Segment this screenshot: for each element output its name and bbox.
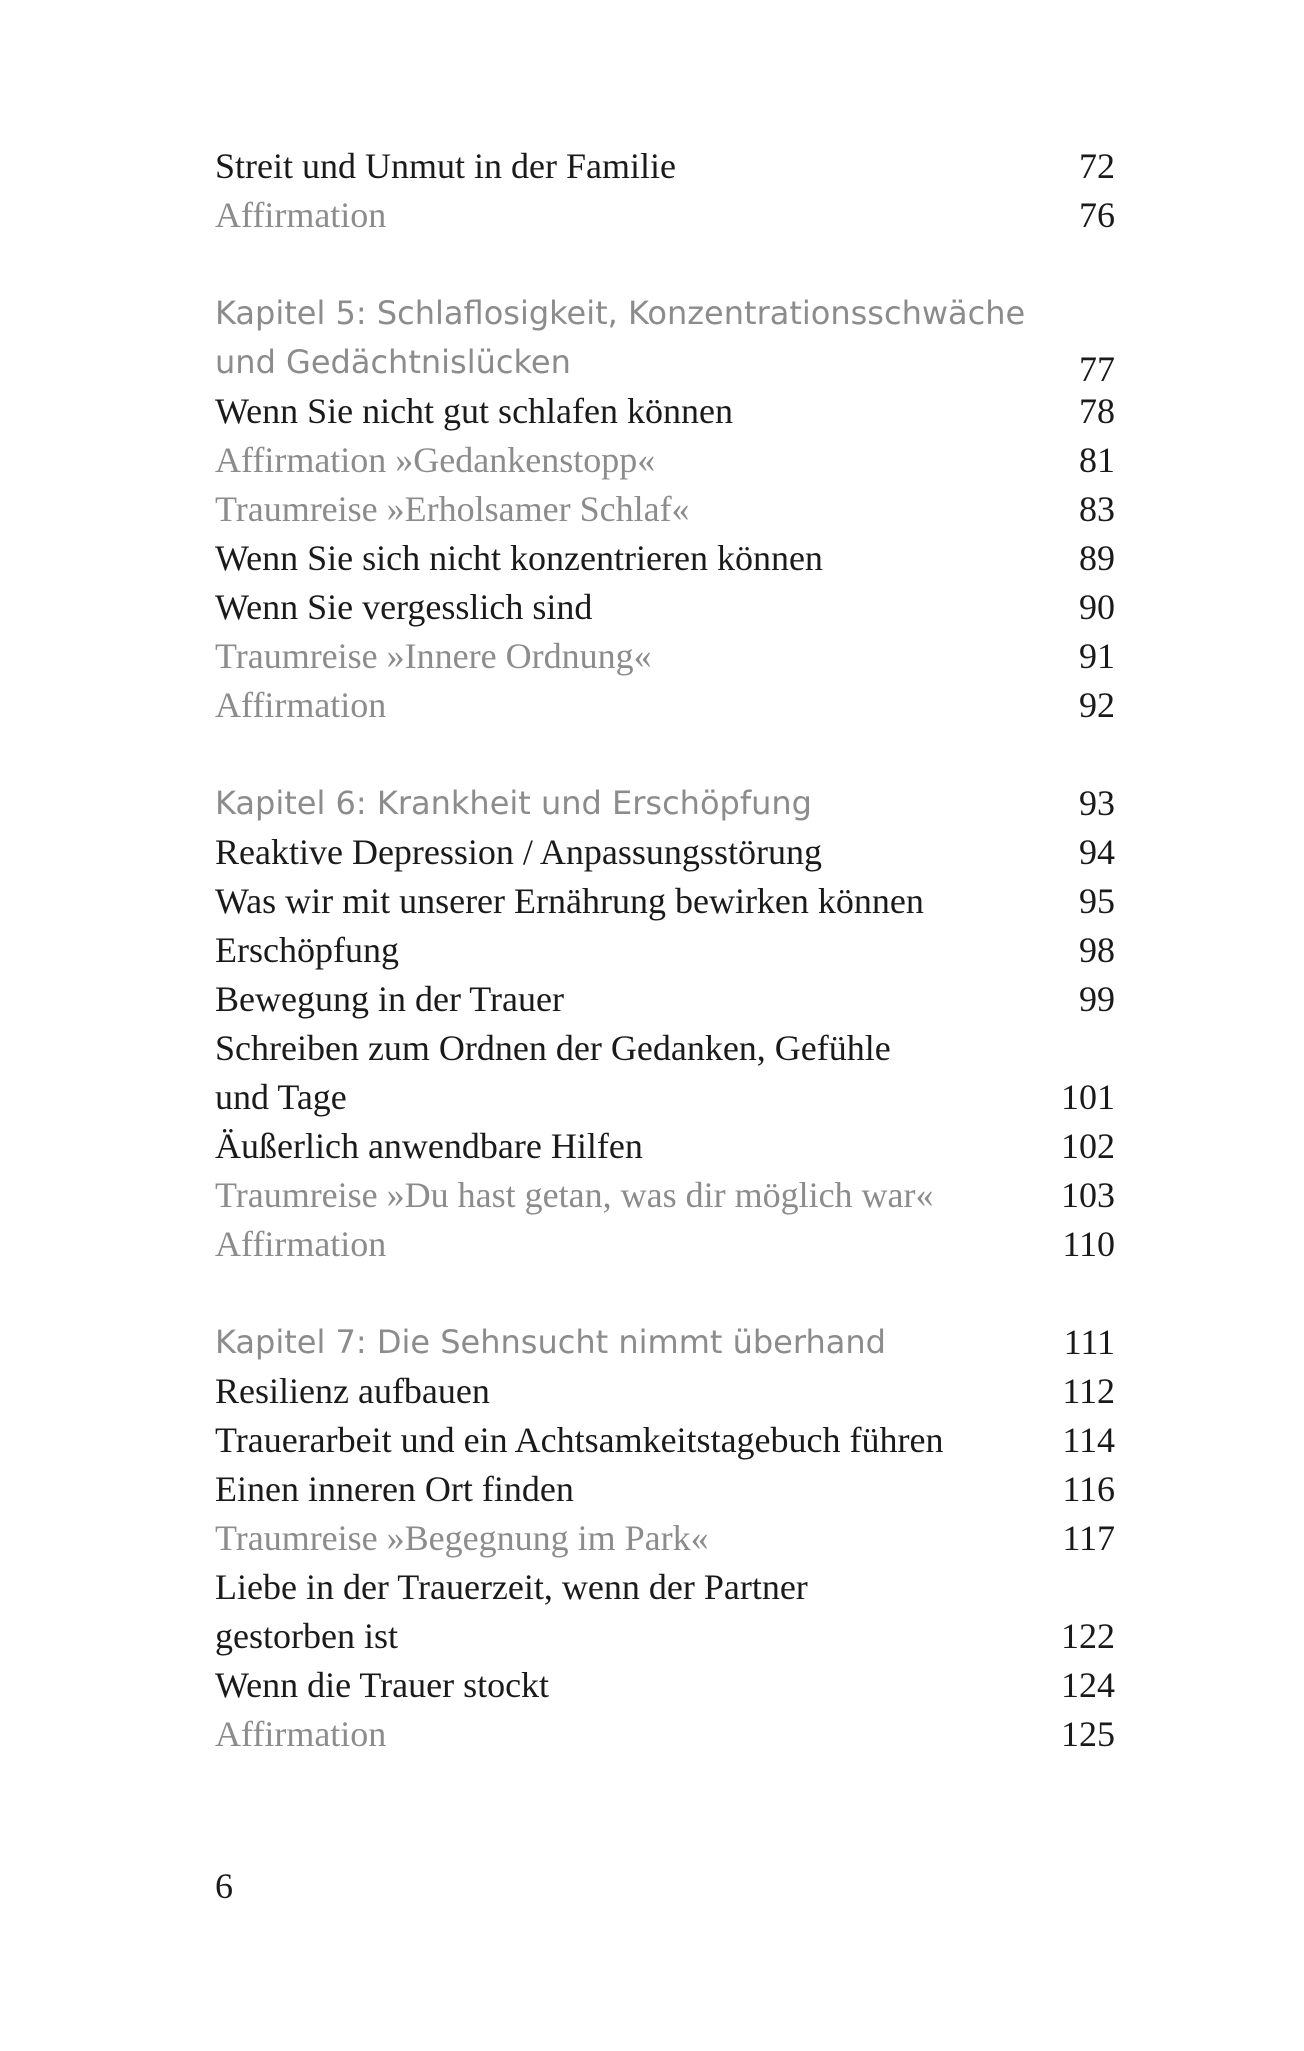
toc-entry-page: 103 — [1061, 1175, 1115, 1215]
toc-entry-title: Äußerlich anwendbare Hilfen — [215, 1126, 643, 1166]
toc-entry — [215, 191, 1115, 240]
toc-entry-title: Liebe in der Trauerzeit, wenn der Partner — [215, 1567, 808, 1607]
toc-entry — [215, 926, 1115, 975]
toc-entry-title: Traumreise »Du hast getan, was dir möglich war« — [215, 1175, 934, 1215]
toc-entry-page: 83 — [1079, 489, 1115, 529]
toc-entry-title: Affirmation »Gedankenstopp« — [215, 440, 656, 480]
toc-entry — [215, 436, 1115, 485]
toc-entry — [215, 583, 1115, 632]
toc-entry-page: 125 — [1061, 1714, 1115, 1754]
toc-entry — [215, 1710, 1115, 1759]
toc-entry — [215, 828, 1115, 877]
toc-entry-page: 78 — [1079, 391, 1115, 431]
toc-entry-page: 124 — [1061, 1665, 1115, 1705]
toc-entry-title: Wenn Sie sich nicht konzentrieren können — [215, 538, 823, 578]
toc-entry-title: Einen inneren Ort finden — [215, 1469, 574, 1509]
chapter-title: Kapitel 6: Krankheit und Erschöpfung — [215, 784, 812, 822]
toc-entry — [215, 1220, 1115, 1269]
toc-entry-page: 122 — [1061, 1616, 1115, 1656]
toc-entry-title: Affirmation — [215, 195, 387, 235]
toc-entry-title: Trauerarbeit und ein Achtsamkeitstagebuch führen — [215, 1420, 944, 1460]
toc-entry-page: 98 — [1079, 930, 1115, 970]
toc-entry — [215, 1367, 1115, 1416]
chapter-title: Kapitel 7: Die Sehnsucht nimmt überhand — [215, 1323, 886, 1361]
toc-entry-title: Traumreise »Begegnung im Park« — [215, 1518, 709, 1558]
toc-entry-title: und Tage — [215, 1077, 347, 1117]
toc-entry — [215, 485, 1115, 534]
toc-entry — [215, 681, 1115, 730]
toc-entry — [215, 1122, 1115, 1171]
toc-entry-page: 76 — [1079, 195, 1115, 235]
toc-entry-page: 94 — [1079, 832, 1115, 872]
toc-entry-page: 102 — [1061, 1126, 1115, 1166]
toc-entry — [215, 632, 1115, 681]
chapter-page: 77 — [1079, 349, 1115, 389]
toc-entry — [215, 1612, 1115, 1661]
toc-entry-title: Traumreise »Innere Ordnung« — [215, 636, 652, 676]
chapter-heading — [215, 1318, 1115, 1367]
toc-entry-page: 116 — [1062, 1469, 1115, 1509]
toc-entry-title: Resilienz aufbauen — [215, 1371, 490, 1411]
toc-entry — [215, 534, 1115, 583]
chapter-title: Kapitel 5: Schlaflosigkeit, Konzentrationsschwäche — [215, 294, 1026, 332]
toc-entry-title: Wenn Sie nicht gut schlafen können — [215, 391, 733, 431]
toc-entry-page: 99 — [1079, 979, 1115, 1019]
toc-entry-page: 117 — [1062, 1518, 1115, 1558]
toc-entry-title: Traumreise »Erholsamer Schlaf« — [215, 489, 690, 529]
toc-entry-page: 101 — [1061, 1077, 1115, 1117]
toc-entry — [215, 1465, 1115, 1514]
toc-entry-page: 110 — [1062, 1224, 1115, 1264]
table-of-contents — [215, 142, 1115, 1759]
toc-entry-title: Was wir mit unserer Ernährung bewirken können — [215, 881, 924, 921]
toc-entry-title: Wenn Sie vergesslich sind — [215, 587, 593, 627]
toc-entry-page: 90 — [1079, 587, 1115, 627]
chapter-page: 111 — [1063, 1322, 1115, 1362]
toc-entry-title: Wenn die Trauer stockt — [215, 1665, 550, 1705]
toc-entry-title: Reaktive Depression / Anpassungsstörung — [215, 832, 822, 872]
toc-entry — [215, 1563, 1115, 1612]
toc-entry — [215, 1661, 1115, 1710]
toc-entry-page: 91 — [1079, 636, 1115, 676]
toc-entry-title: Schreiben zum Ordnen der Gedanken, Gefühle — [215, 1028, 891, 1068]
toc-entry-title: Streit und Unmut in der Familie — [215, 146, 676, 186]
chapter-heading — [215, 779, 1115, 828]
chapter-heading — [215, 338, 1115, 387]
toc-entry-title: Erschöpfung — [215, 930, 399, 970]
chapter-page: 93 — [1079, 783, 1115, 823]
toc-entry — [215, 1416, 1115, 1465]
toc-entry — [215, 1171, 1115, 1220]
toc-entry — [215, 1514, 1115, 1563]
chapter-heading — [215, 289, 1115, 338]
page-number: 6 — [215, 1866, 233, 1906]
toc-entry-page: 95 — [1079, 881, 1115, 921]
toc-entry-title: Bewegung in der Trauer — [215, 979, 564, 1019]
chapter-title: und Gedächtnislücken — [215, 343, 571, 381]
toc-entry-title: Affirmation — [215, 1714, 387, 1754]
toc-entry — [215, 1024, 1115, 1073]
toc-entry-page: 89 — [1079, 538, 1115, 578]
toc-entry — [215, 387, 1115, 436]
toc-entry-title: Affirmation — [215, 1224, 387, 1264]
toc-entry — [215, 975, 1115, 1024]
toc-entry-page: 114 — [1062, 1420, 1115, 1460]
toc-entry — [215, 142, 1115, 191]
toc-entry-page: 81 — [1079, 440, 1115, 480]
toc-entry — [215, 877, 1115, 926]
toc-entry — [215, 1073, 1115, 1122]
toc-entry-title: Affirmation — [215, 685, 387, 725]
toc-entry-page: 112 — [1062, 1371, 1115, 1411]
toc-entry-page: 92 — [1079, 685, 1115, 725]
toc-entry-page: 72 — [1079, 146, 1115, 186]
toc-entry-title: gestorben ist — [215, 1616, 398, 1656]
